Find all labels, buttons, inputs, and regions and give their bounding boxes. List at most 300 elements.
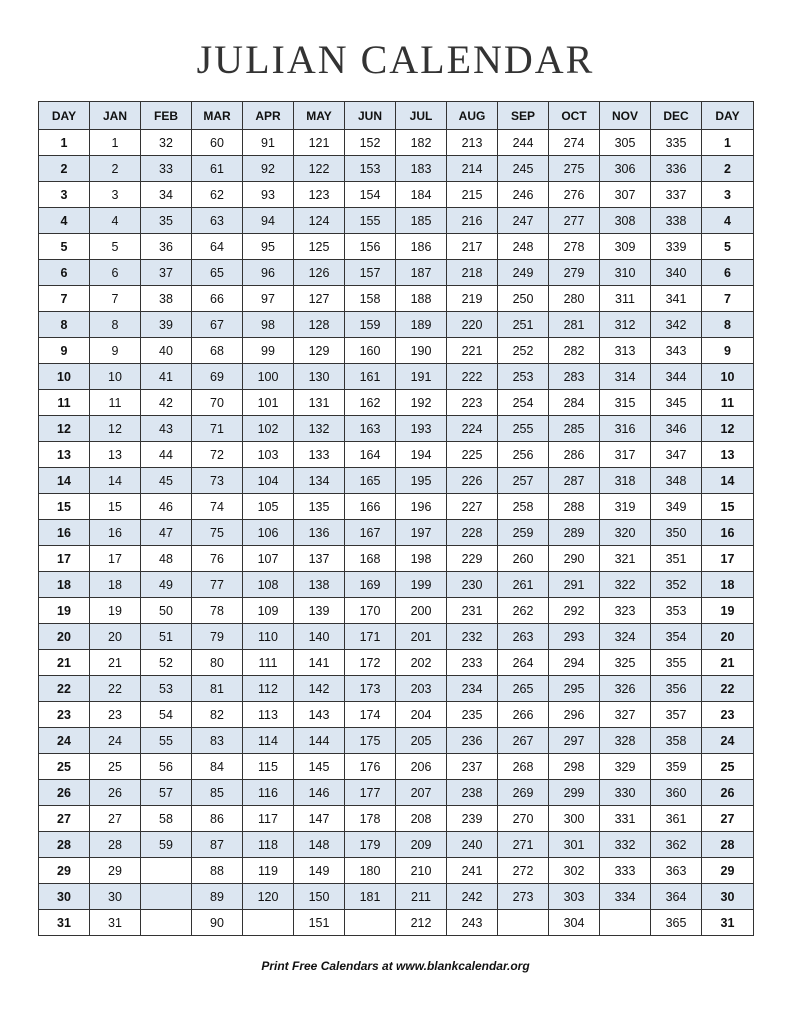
- julian-date-cell: 274: [549, 130, 600, 156]
- julian-date-cell: 43: [141, 416, 192, 442]
- julian-date-cell: 258: [498, 494, 549, 520]
- julian-date-cell: 140: [294, 624, 345, 650]
- julian-date-cell: 302: [549, 858, 600, 884]
- julian-date-cell: 86: [192, 806, 243, 832]
- julian-date-cell: [345, 910, 396, 936]
- julian-date-cell: 263: [498, 624, 549, 650]
- julian-date-cell: 144: [294, 728, 345, 754]
- julian-date-cell: 25: [90, 754, 141, 780]
- day-number-cell: 26: [39, 780, 90, 806]
- julian-date-cell: 26: [90, 780, 141, 806]
- julian-date-cell: 143: [294, 702, 345, 728]
- julian-date-cell: 112: [243, 676, 294, 702]
- julian-date-cell: 41: [141, 364, 192, 390]
- julian-date-cell: 124: [294, 208, 345, 234]
- julian-date-cell: 175: [345, 728, 396, 754]
- julian-date-cell: 357: [651, 702, 702, 728]
- julian-date-cell: 208: [396, 806, 447, 832]
- julian-date-cell: 192: [396, 390, 447, 416]
- julian-date-cell: 278: [549, 234, 600, 260]
- day-number-cell: 13: [702, 442, 754, 468]
- day-number-cell: 29: [39, 858, 90, 884]
- julian-date-cell: 268: [498, 754, 549, 780]
- julian-date-cell: 151: [294, 910, 345, 936]
- julian-date-cell: 94: [243, 208, 294, 234]
- day-number-cell: 31: [39, 910, 90, 936]
- julian-date-cell: 39: [141, 312, 192, 338]
- julian-date-cell: 314: [600, 364, 651, 390]
- julian-date-cell: 286: [549, 442, 600, 468]
- day-number-cell: 11: [39, 390, 90, 416]
- julian-date-cell: 186: [396, 234, 447, 260]
- table-row: [39, 884, 754, 910]
- julian-date-cell: 257: [498, 468, 549, 494]
- julian-date-cell: 91: [243, 130, 294, 156]
- julian-date-cell: 10: [90, 364, 141, 390]
- table-row: [39, 832, 754, 858]
- julian-date-cell: 90: [192, 910, 243, 936]
- julian-date-cell: 315: [600, 390, 651, 416]
- julian-date-cell: 95: [243, 234, 294, 260]
- day-number-cell: 3: [702, 182, 754, 208]
- julian-date-cell: 101: [243, 390, 294, 416]
- julian-date-cell: 226: [447, 468, 498, 494]
- julian-date-cell: 299: [549, 780, 600, 806]
- julian-date-cell: 89: [192, 884, 243, 910]
- day-number-cell: 17: [39, 546, 90, 572]
- julian-date-cell: 343: [651, 338, 702, 364]
- julian-date-cell: 211: [396, 884, 447, 910]
- julian-date-cell: 201: [396, 624, 447, 650]
- day-number-cell: 22: [702, 676, 754, 702]
- day-number-cell: 11: [702, 390, 754, 416]
- footer-credit: Print Free Calendars at www.blankcalendar.org: [261, 959, 530, 973]
- day-number-cell: 2: [39, 156, 90, 182]
- julian-date-cell: 62: [192, 182, 243, 208]
- julian-date-cell: 241: [447, 858, 498, 884]
- day-number-cell: 6: [39, 260, 90, 286]
- day-number-cell: 23: [39, 702, 90, 728]
- julian-date-cell: 326: [600, 676, 651, 702]
- julian-date-cell: 179: [345, 832, 396, 858]
- julian-date-cell: 228: [447, 520, 498, 546]
- julian-date-cell: 147: [294, 806, 345, 832]
- julian-date-cell: 20: [90, 624, 141, 650]
- julian-date-cell: 244: [498, 130, 549, 156]
- julian-date-cell: 55: [141, 728, 192, 754]
- day-number-cell: 20: [39, 624, 90, 650]
- day-number-cell: 25: [702, 754, 754, 780]
- julian-date-cell: 181: [345, 884, 396, 910]
- table-row: [39, 338, 754, 364]
- julian-date-cell: 16: [90, 520, 141, 546]
- julian-date-cell: 172: [345, 650, 396, 676]
- julian-date-cell: 145: [294, 754, 345, 780]
- table-row: [39, 624, 754, 650]
- day-number-cell: 21: [702, 650, 754, 676]
- julian-date-cell: 364: [651, 884, 702, 910]
- julian-date-cell: 59: [141, 832, 192, 858]
- julian-date-cell: 353: [651, 598, 702, 624]
- julian-date-cell: 361: [651, 806, 702, 832]
- day-number-cell: 27: [702, 806, 754, 832]
- julian-date-cell: 146: [294, 780, 345, 806]
- julian-date-cell: 100: [243, 364, 294, 390]
- julian-date-cell: 344: [651, 364, 702, 390]
- julian-date-cell: 178: [345, 806, 396, 832]
- day-number-cell: 16: [39, 520, 90, 546]
- julian-date-cell: 127: [294, 286, 345, 312]
- table-row: [39, 312, 754, 338]
- table-row: [39, 442, 754, 468]
- julian-date-cell: 141: [294, 650, 345, 676]
- julian-date-cell: 306: [600, 156, 651, 182]
- julian-date-cell: 30: [90, 884, 141, 910]
- julian-date-cell: 117: [243, 806, 294, 832]
- julian-date-cell: 97: [243, 286, 294, 312]
- column-header: NOV: [600, 102, 651, 130]
- julian-date-cell: 103: [243, 442, 294, 468]
- column-header: DAY: [702, 102, 754, 130]
- julian-date-cell: 277: [549, 208, 600, 234]
- julian-date-cell: 173: [345, 676, 396, 702]
- julian-date-cell: 104: [243, 468, 294, 494]
- julian-date-cell: 22: [90, 676, 141, 702]
- julian-date-cell: 77: [192, 572, 243, 598]
- julian-date-cell: 168: [345, 546, 396, 572]
- julian-date-cell: 150: [294, 884, 345, 910]
- julian-date-cell: 281: [549, 312, 600, 338]
- julian-date-cell: 34: [141, 182, 192, 208]
- julian-date-cell: 13: [90, 442, 141, 468]
- julian-date-cell: 288: [549, 494, 600, 520]
- julian-date-cell: 105: [243, 494, 294, 520]
- julian-date-cell: 327: [600, 702, 651, 728]
- day-number-cell: 5: [39, 234, 90, 260]
- julian-date-cell: 240: [447, 832, 498, 858]
- julian-date-cell: 129: [294, 338, 345, 364]
- julian-date-cell: 348: [651, 468, 702, 494]
- julian-date-cell: 51: [141, 624, 192, 650]
- julian-date-cell: 71: [192, 416, 243, 442]
- julian-date-cell: 221: [447, 338, 498, 364]
- julian-date-cell: 122: [294, 156, 345, 182]
- julian-date-cell: 169: [345, 572, 396, 598]
- julian-date-cell: 338: [651, 208, 702, 234]
- julian-date-cell: 24: [90, 728, 141, 754]
- day-number-cell: 15: [702, 494, 754, 520]
- day-number-cell: 18: [39, 572, 90, 598]
- column-header: AUG: [447, 102, 498, 130]
- julian-date-cell: 42: [141, 390, 192, 416]
- table-row: [39, 702, 754, 728]
- julian-date-cell: 138: [294, 572, 345, 598]
- table-row: [39, 286, 754, 312]
- julian-date-cell: 188: [396, 286, 447, 312]
- day-number-cell: 9: [702, 338, 754, 364]
- julian-date-cell: 285: [549, 416, 600, 442]
- julian-date-cell: 339: [651, 234, 702, 260]
- table-row: [39, 468, 754, 494]
- julian-date-cell: 323: [600, 598, 651, 624]
- julian-date-cell: 54: [141, 702, 192, 728]
- julian-date-cell: 295: [549, 676, 600, 702]
- julian-date-cell: 254: [498, 390, 549, 416]
- julian-date-cell: 183: [396, 156, 447, 182]
- julian-date-cell: 18: [90, 572, 141, 598]
- julian-date-cell: 237: [447, 754, 498, 780]
- julian-date-cell: 243: [447, 910, 498, 936]
- julian-date-cell: 283: [549, 364, 600, 390]
- julian-date-cell: 108: [243, 572, 294, 598]
- julian-date-cell: 350: [651, 520, 702, 546]
- julian-date-cell: 156: [345, 234, 396, 260]
- julian-date-cell: 322: [600, 572, 651, 598]
- julian-date-cell: 284: [549, 390, 600, 416]
- julian-date-cell: 49: [141, 572, 192, 598]
- julian-date-cell: 121: [294, 130, 345, 156]
- column-header: SEP: [498, 102, 549, 130]
- julian-date-cell: 212: [396, 910, 447, 936]
- julian-date-cell: 249: [498, 260, 549, 286]
- day-number-cell: 10: [39, 364, 90, 390]
- day-number-cell: 17: [702, 546, 754, 572]
- table-row: [39, 234, 754, 260]
- julian-date-cell: 206: [396, 754, 447, 780]
- julian-date-cell: 109: [243, 598, 294, 624]
- julian-date-cell: 154: [345, 182, 396, 208]
- day-number-cell: 2: [702, 156, 754, 182]
- julian-date-cell: 21: [90, 650, 141, 676]
- day-number-cell: 19: [702, 598, 754, 624]
- julian-date-cell: 297: [549, 728, 600, 754]
- column-header: MAR: [192, 102, 243, 130]
- julian-date-cell: 215: [447, 182, 498, 208]
- julian-date-cell: 362: [651, 832, 702, 858]
- julian-date-cell: 73: [192, 468, 243, 494]
- julian-date-cell: 238: [447, 780, 498, 806]
- julian-date-cell: 202: [396, 650, 447, 676]
- julian-date-cell: 190: [396, 338, 447, 364]
- julian-date-cell: 265: [498, 676, 549, 702]
- julian-date-cell: 27: [90, 806, 141, 832]
- day-number-cell: 29: [702, 858, 754, 884]
- julian-date-cell: 74: [192, 494, 243, 520]
- table-row: [39, 416, 754, 442]
- julian-date-cell: 345: [651, 390, 702, 416]
- julian-date-cell: 333: [600, 858, 651, 884]
- day-number-cell: 27: [39, 806, 90, 832]
- julian-date-cell: 111: [243, 650, 294, 676]
- julian-date-cell: 65: [192, 260, 243, 286]
- julian-date-cell: 153: [345, 156, 396, 182]
- julian-date-cell: 318: [600, 468, 651, 494]
- julian-date-cell: 355: [651, 650, 702, 676]
- julian-date-cell: 35: [141, 208, 192, 234]
- column-header: DEC: [651, 102, 702, 130]
- day-number-cell: 6: [702, 260, 754, 286]
- julian-date-cell: 87: [192, 832, 243, 858]
- julian-date-cell: 253: [498, 364, 549, 390]
- day-number-cell: 16: [702, 520, 754, 546]
- julian-date-cell: 328: [600, 728, 651, 754]
- julian-date-cell: 246: [498, 182, 549, 208]
- julian-date-cell: 85: [192, 780, 243, 806]
- table-row: [39, 130, 754, 156]
- julian-date-cell: 280: [549, 286, 600, 312]
- table-row: [39, 572, 754, 598]
- julian-date-cell: 231: [447, 598, 498, 624]
- julian-date-cell: 266: [498, 702, 549, 728]
- julian-date-cell: 67: [192, 312, 243, 338]
- julian-date-cell: 203: [396, 676, 447, 702]
- julian-date-cell: 256: [498, 442, 549, 468]
- julian-date-cell: 120: [243, 884, 294, 910]
- julian-date-cell: 83: [192, 728, 243, 754]
- julian-date-cell: 8: [90, 312, 141, 338]
- julian-date-cell: 2: [90, 156, 141, 182]
- day-number-cell: 8: [39, 312, 90, 338]
- julian-date-cell: 189: [396, 312, 447, 338]
- table-row: [39, 156, 754, 182]
- julian-date-cell: 38: [141, 286, 192, 312]
- julian-date-cell: 236: [447, 728, 498, 754]
- julian-date-cell: 331: [600, 806, 651, 832]
- julian-date-cell: 195: [396, 468, 447, 494]
- table-row: [39, 546, 754, 572]
- table-row: [39, 858, 754, 884]
- julian-date-cell: 12: [90, 416, 141, 442]
- julian-date-cell: 205: [396, 728, 447, 754]
- julian-date-cell: 354: [651, 624, 702, 650]
- julian-date-cell: 102: [243, 416, 294, 442]
- julian-date-cell: 264: [498, 650, 549, 676]
- julian-date-cell: 177: [345, 780, 396, 806]
- day-number-cell: 23: [702, 702, 754, 728]
- julian-date-cell: 110: [243, 624, 294, 650]
- julian-date-cell: 209: [396, 832, 447, 858]
- julian-date-cell: 118: [243, 832, 294, 858]
- julian-date-cell: 64: [192, 234, 243, 260]
- julian-date-cell: 137: [294, 546, 345, 572]
- julian-date-cell: 239: [447, 806, 498, 832]
- julian-date-cell: 194: [396, 442, 447, 468]
- day-number-cell: 25: [39, 754, 90, 780]
- julian-date-cell: 235: [447, 702, 498, 728]
- julian-date-cell: 61: [192, 156, 243, 182]
- julian-date-cell: 325: [600, 650, 651, 676]
- julian-date-cell: 296: [549, 702, 600, 728]
- julian-date-cell: 15: [90, 494, 141, 520]
- julian-date-cell: 11: [90, 390, 141, 416]
- julian-date-cell: 294: [549, 650, 600, 676]
- julian-date-cell: 155: [345, 208, 396, 234]
- julian-date-cell: 157: [345, 260, 396, 286]
- julian-date-cell: 159: [345, 312, 396, 338]
- julian-date-cell: 167: [345, 520, 396, 546]
- julian-date-cell: 365: [651, 910, 702, 936]
- julian-date-cell: 310: [600, 260, 651, 286]
- julian-date-cell: 31: [90, 910, 141, 936]
- julian-date-cell: 132: [294, 416, 345, 442]
- julian-date-cell: 166: [345, 494, 396, 520]
- julian-date-cell: 358: [651, 728, 702, 754]
- julian-date-cell: 56: [141, 754, 192, 780]
- julian-date-cell: 162: [345, 390, 396, 416]
- julian-date-cell: 336: [651, 156, 702, 182]
- day-number-cell: 22: [39, 676, 90, 702]
- julian-date-cell: 193: [396, 416, 447, 442]
- column-header: OCT: [549, 102, 600, 130]
- day-number-cell: 24: [702, 728, 754, 754]
- julian-date-cell: 271: [498, 832, 549, 858]
- day-number-cell: 7: [702, 286, 754, 312]
- julian-date-cell: [141, 884, 192, 910]
- julian-date-cell: 319: [600, 494, 651, 520]
- julian-date-cell: 298: [549, 754, 600, 780]
- julian-date-cell: 220: [447, 312, 498, 338]
- julian-date-cell: 28: [90, 832, 141, 858]
- julian-date-cell: 81: [192, 676, 243, 702]
- page-title: JULIAN CALENDAR: [196, 37, 595, 82]
- julian-date-cell: 82: [192, 702, 243, 728]
- day-number-cell: 12: [702, 416, 754, 442]
- day-number-cell: 21: [39, 650, 90, 676]
- julian-date-cell: 204: [396, 702, 447, 728]
- day-number-cell: 4: [702, 208, 754, 234]
- julian-date-cell: 222: [447, 364, 498, 390]
- julian-date-cell: 349: [651, 494, 702, 520]
- julian-date-cell: 270: [498, 806, 549, 832]
- table-row: [39, 910, 754, 936]
- julian-date-cell: 292: [549, 598, 600, 624]
- julian-date-cell: 273: [498, 884, 549, 910]
- julian-date-cell: 227: [447, 494, 498, 520]
- column-header: JUL: [396, 102, 447, 130]
- julian-date-cell: 341: [651, 286, 702, 312]
- julian-date-cell: 47: [141, 520, 192, 546]
- julian-date-cell: 198: [396, 546, 447, 572]
- julian-date-cell: 356: [651, 676, 702, 702]
- julian-date-cell: 139: [294, 598, 345, 624]
- julian-date-cell: 171: [345, 624, 396, 650]
- julian-date-cell: 289: [549, 520, 600, 546]
- day-number-cell: 1: [702, 130, 754, 156]
- julian-date-cell: 187: [396, 260, 447, 286]
- julian-date-cell: 36: [141, 234, 192, 260]
- julian-date-cell: 57: [141, 780, 192, 806]
- julian-date-cell: 324: [600, 624, 651, 650]
- julian-date-cell: 60: [192, 130, 243, 156]
- julian-date-cell: 115: [243, 754, 294, 780]
- julian-date-cell: 311: [600, 286, 651, 312]
- julian-date-cell: 332: [600, 832, 651, 858]
- julian-date-cell: 185: [396, 208, 447, 234]
- day-number-cell: 24: [39, 728, 90, 754]
- julian-date-cell: 88: [192, 858, 243, 884]
- julian-date-cell: 287: [549, 468, 600, 494]
- day-number-cell: 15: [39, 494, 90, 520]
- julian-date-cell: 17: [90, 546, 141, 572]
- julian-date-cell: 76: [192, 546, 243, 572]
- julian-date-cell: 78: [192, 598, 243, 624]
- julian-date-cell: 248: [498, 234, 549, 260]
- julian-date-cell: 133: [294, 442, 345, 468]
- julian-date-cell: 352: [651, 572, 702, 598]
- julian-date-cell: 5: [90, 234, 141, 260]
- julian-date-cell: 113: [243, 702, 294, 728]
- day-number-cell: 1: [39, 130, 90, 156]
